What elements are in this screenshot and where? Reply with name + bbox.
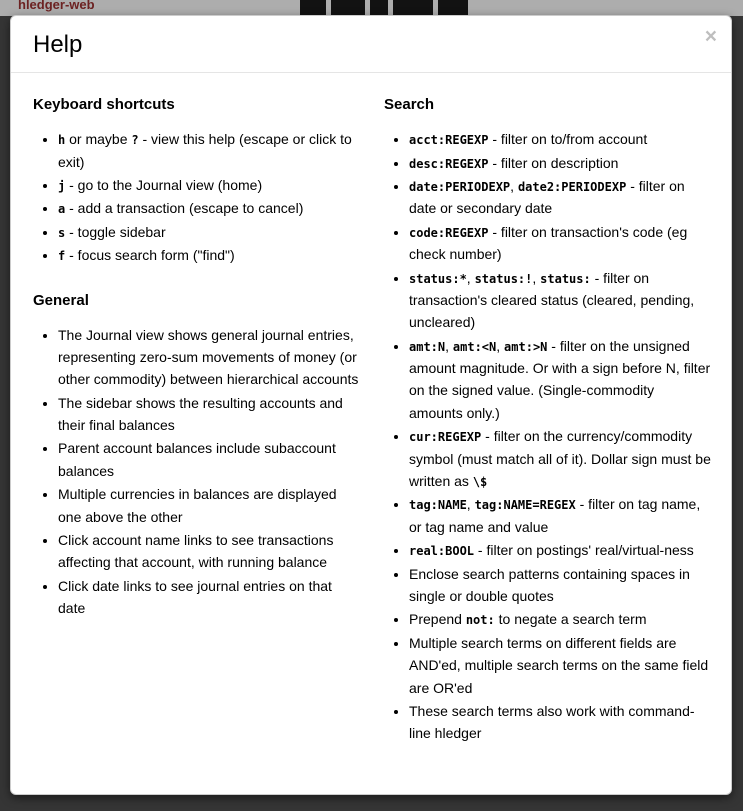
help-modal	[10, 15, 732, 795]
modal-title: Help	[33, 31, 83, 58]
code-term: f	[58, 249, 66, 264]
list-item: • Multiple currencies in balances are displayed one above the other	[58, 483, 360, 528]
code-term: tag:NAME=REGEX	[474, 498, 576, 513]
section-heading: Keyboard shortcuts	[33, 96, 175, 114]
section-list	[33, 128, 360, 266]
section-heading: General	[33, 291, 89, 309]
code-term: date2:PERIODEXP	[517, 179, 627, 194]
list-item: • a - add a transaction (escape to cancel)	[58, 197, 360, 219]
list-item: • desc:REGEXP - filter on description	[409, 152, 711, 174]
section-heading: Search	[384, 96, 435, 114]
code-term: date:PERIODEXP	[409, 179, 511, 194]
code-term: desc:REGEXP	[409, 156, 489, 171]
code-term: ?	[131, 133, 139, 148]
code-term: status:	[540, 271, 591, 286]
list-item: • f - focus search form ("find")	[58, 244, 360, 266]
list-item: • cur:REGEXP - filter on the currency/commodity symbol (must match all of it). Dollar sign must be written as \$	[409, 425, 711, 492]
code-term: not:	[465, 613, 495, 628]
code-term: amt:N	[409, 339, 446, 354]
code-term: cur:REGEXP	[409, 430, 482, 445]
list-item: • The sidebar shows the resulting accounts and their final balances	[58, 392, 360, 437]
list-item: • code:REGEXP - filter on transaction's code (eg check number)	[409, 221, 711, 266]
close-button[interactable]: ×	[704, 25, 717, 48]
right-column	[384, 93, 711, 779]
list-item: • real:BOOL - filter on postings' real/virtual-ness	[409, 539, 711, 561]
list-item: • Click date links to see journal entries on that date	[58, 575, 360, 620]
list-item: • Click account name links to see transactions affecting that account, with running balance	[58, 529, 360, 574]
list-item: • j - go to the Journal view (home)	[58, 174, 360, 196]
code-term: real:BOOL	[409, 544, 475, 559]
code-term: amt:<N	[452, 339, 497, 354]
section-list	[33, 324, 360, 620]
left-column	[33, 93, 360, 779]
modal-header	[11, 16, 731, 73]
code-term: j	[58, 178, 66, 193]
list-item: • Parent account balances include subaccount balances	[58, 437, 360, 482]
list-item: • acct:REGEXP - filter on to/from account	[409, 128, 711, 150]
list-item: • status:*, status:!, status: - filter on transaction's cleared status (cleared, pending, uncleared)	[409, 267, 711, 334]
list-item: • Enclose search patterns containing spaces in single or double quotes	[409, 563, 711, 608]
list-item: • h or maybe ? - view this help (escape or click to exit)	[58, 128, 360, 173]
list-item: • Multiple search terms on different fields are AND'ed, multiple search terms on the same field are OR'ed	[409, 632, 711, 699]
code-term: code:REGEXP	[409, 225, 489, 240]
code-term: status:*	[409, 271, 467, 286]
code-term: acct:REGEXP	[409, 133, 489, 148]
code-term: h	[58, 133, 66, 148]
code-term: tag:NAME	[409, 498, 467, 513]
list-item: • The Journal view shows general journal entries, representing zero-sum movements of money (or other commodity) between hierarchical accounts	[58, 324, 360, 391]
modal-body	[11, 73, 731, 794]
section-list	[384, 128, 711, 745]
list-item: • tag:NAME, tag:NAME=REGEX - filter on tag name, or tag name and value	[409, 493, 711, 538]
list-item: • s - toggle sidebar	[58, 221, 360, 243]
code-term: \$	[472, 475, 488, 490]
list-item: • These search terms also work with command-line hledger	[409, 700, 711, 745]
code-term: status:!	[474, 271, 533, 286]
list-item: • amt:N, amt:<N, amt:>N - filter on the unsigned amount magnitude. Or with a sign before N, filter on the signed value. (Single-commodity amounts only.)	[409, 335, 711, 425]
code-term: a	[58, 202, 66, 217]
list-item: • Prepend not: to negate a search term	[409, 608, 711, 630]
code-term: s	[58, 225, 66, 240]
list-item: • date:PERIODEXP, date2:PERIODEXP - filter on date or secondary date	[409, 175, 711, 220]
brand-link: hledger-web	[18, 0, 95, 12]
code-term: amt:>N	[504, 339, 548, 354]
